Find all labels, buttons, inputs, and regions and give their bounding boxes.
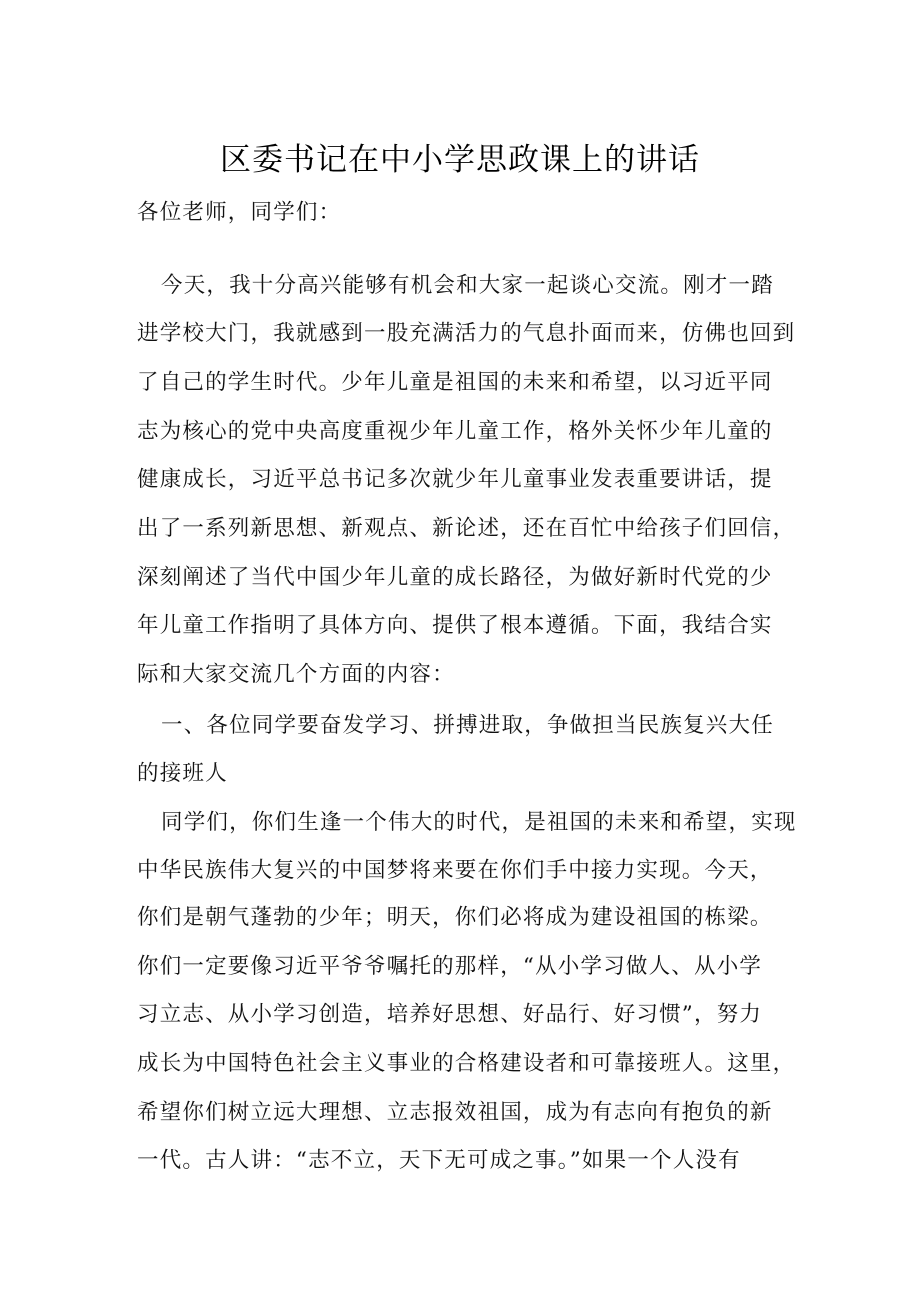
paragraph-line: 了自己的学生时代。少年儿童是祖国的未来和希望，以习近平同 [137, 370, 773, 395]
section-heading-continued: 的接班人 [137, 761, 228, 786]
section-heading: 一、各位同学要奋发学习、拼搏进取，争做担当民族复兴大任 [161, 713, 774, 738]
paragraph-line: 你们是朝气蓬勃的少年；明天，你们必将成为建设祖国的栋梁。 [137, 905, 773, 930]
paragraph-line: 健康成长，习近平总书记多次就少年儿童事业发表重要讲话，提 [137, 467, 773, 492]
paragraph-line: 中华民族伟大复兴的中国梦将来要在你们手中接力实现。今天， [137, 858, 773, 883]
paragraph-line: 一代。古人讲：“志不立，天下无可成之事。”如果一个人没有 [137, 1148, 741, 1173]
paragraph-line: 同学们，你们生逢一个伟大的时代，是祖国的未来和希望，实现 [161, 810, 797, 835]
paragraph-line: 希望你们树立远大理想、立志报效祖国，成为有志向有抱负的新 [137, 1100, 773, 1125]
paragraph-line: 成长为中国特色社会主义事业的合格建设者和可靠接班人。这里， [137, 1051, 796, 1076]
paragraph-line: 志为核心的党中央高度重视少年儿童工作，格外关怀少年儿童的 [137, 419, 773, 444]
paragraph-line: 进学校大门，我就感到一股充满活力的气息扑面而来，仿佛也回到 [137, 321, 796, 346]
document-title: 区委书记在中小学思政课上的讲话 [220, 142, 700, 178]
paragraph-line: 深刻阐述了当代中国少年儿童的成长路径，为做好新时代党的少 [137, 565, 773, 590]
paragraph-line: 习立志、从小学习创造，培养好思想、好品行、好习惯”，努力 [137, 1002, 763, 1027]
salutation: 各位老师，同学们： [137, 200, 342, 225]
paragraph-line: 年儿童工作指明了具体方向、提供了根本遵循。下面，我结合实 [137, 613, 773, 638]
paragraph-line: 今天，我十分高兴能够有机会和大家一起谈心交流。刚才一踏 [161, 273, 774, 298]
paragraph-line: 你们一定要像习近平爷爷嘱托的那样，“从小学习做人、从小学 [137, 954, 763, 979]
paragraph-line: 际和大家交流几个方面的内容： [137, 662, 455, 687]
paragraph-line: 出了一系列新思想、新观点、新论述，还在百忙中给孩子们回信， [137, 516, 796, 541]
